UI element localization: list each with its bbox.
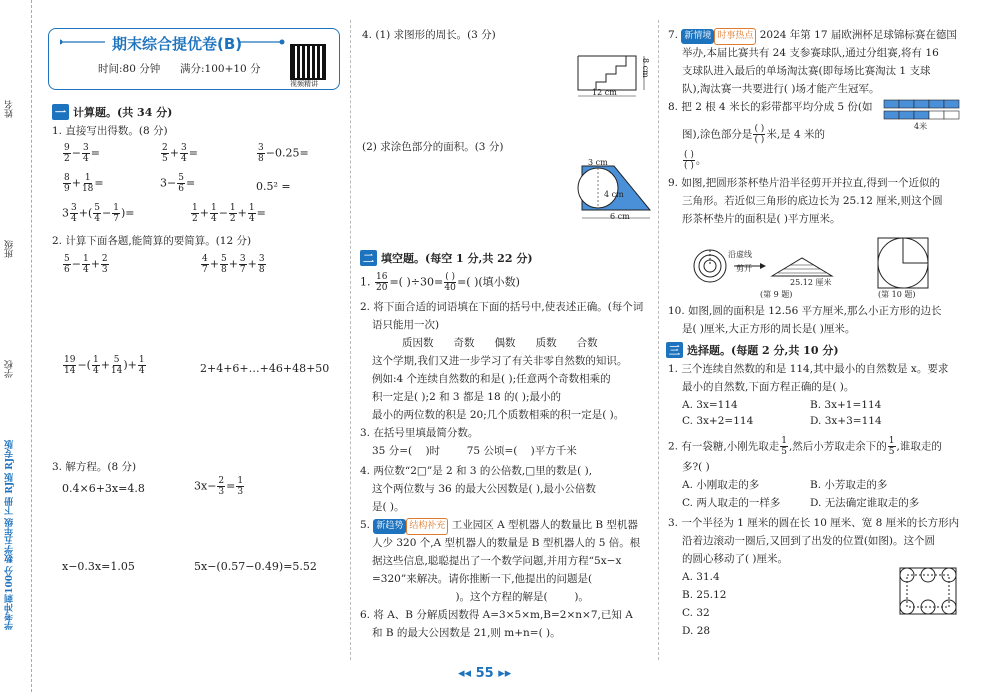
f3-line1: 3. 在括号里填最简分数。	[360, 427, 479, 439]
f5-line1: 5. 新趋势 结构补充 工业园区 A 型机器人的数量比 B 型机器	[360, 518, 638, 535]
q1e: 3− $\frac{5}{6}$ =	[160, 173, 196, 194]
coaster-label-a: 沿虚线	[728, 250, 752, 259]
f2-line1: 2. 将下面合适的词语填在下面的括号中,使表述正确。(每个词	[360, 301, 644, 313]
f2-line2: 语只能用一次)	[372, 319, 440, 331]
q1f: 0.5² =	[256, 180, 291, 193]
q2b: $\frac{4}{7}$ + $\frac{5}{8}$ + $\frac{3}{7}$ + $\frac{3}{8}$	[202, 254, 265, 275]
section-1-number: 一	[52, 104, 69, 120]
q2c: $\frac{19}{14}$ −( $\frac{1}{4}$ + $\frac{5}{14}$ )+ $\frac{1}{4}$	[64, 355, 145, 376]
c3-opt-c[interactable]: C. 32	[682, 607, 710, 619]
c3-opt-b[interactable]: B. 25.12	[682, 589, 727, 601]
f9-line3: 形茶杯垫片的面积是( )平方厘米。	[682, 213, 841, 225]
section-3-header	[666, 342, 839, 358]
page-number: 55	[475, 666, 494, 681]
c1-opt-b[interactable]: B. 3x+1=114	[810, 399, 882, 411]
f8-line1: 8. 把 2 根 4 米长的彩带都平均分成 5 份(如	[668, 101, 873, 113]
ribbon-segment	[944, 100, 959, 108]
f5-badge2: 结构补充	[406, 518, 448, 535]
c2-line1: 2. 有一袋糖,小刚先取走 $\frac{1}{5}$ ,然后小芳取走余下的 $\frac{1}{5}$ ,谁取走的	[668, 436, 942, 457]
c1-opt-c[interactable]: C. 3x+2=114	[682, 415, 754, 427]
q3d: 5x−(0.57−0.49)=5.52	[194, 560, 317, 573]
c1-opt-a[interactable]: A. 3x=114	[682, 399, 738, 411]
q3-label: 3. 解方程。(8 分)	[52, 461, 137, 473]
f5-line4: =320”来解决。请你推断一下,他提出的问题是(	[372, 573, 593, 585]
ribbon-segment	[914, 111, 929, 119]
q2a: $\frac{5}{6}$ − $\frac{1}{4}$ + $\frac{2}{3}$	[64, 254, 108, 275]
qr-label: 视频精讲	[290, 80, 318, 88]
f6-line2: 和 B 的最大公因数是 21,则 m+n=( )。	[372, 627, 561, 639]
q3a: 0.4×6+3x=4.8	[62, 482, 145, 495]
f5-line2: 人少 320 个,A 型机器人的数量是 B 型机器人的 5 倍。根	[372, 537, 641, 549]
dim-6cm: 6 cm	[610, 212, 630, 221]
c2-opt-d[interactable]: D. 无法确定谁取走的多	[810, 497, 920, 509]
q1a: $\frac{9}{2}$ − $\frac{3}{4}$ =	[64, 143, 100, 164]
f2-line6: 最小的两位数的积是 20;几个质数相乘的积一定是( )。	[372, 409, 625, 421]
ribbon-segment	[929, 111, 944, 119]
caption-9: (第 9 题)	[760, 290, 793, 299]
c2-opt-b[interactable]: B. 小芳取走的多	[810, 479, 888, 491]
dim-4cm: 4 cm	[604, 190, 624, 199]
f2-words: 质因数 奇数 偶数 质数 合数	[402, 337, 598, 349]
f8-line2: 图),涂色部分是 $\frac{( )}{( )}$ 米,是 4 米的	[682, 124, 826, 145]
section-1-title: 计算题。(共 34 分)	[73, 106, 173, 119]
coaster-label-b: 剪开	[736, 264, 752, 273]
q4-label-1: 4. (1) 求图形的周长。(3 分)	[362, 29, 496, 41]
c3-opt-a[interactable]: A. 31.4	[682, 571, 720, 583]
binding-strip	[0, 0, 34, 692]
section-3-number: 三	[666, 342, 683, 358]
dim-12cm: 12 cm	[592, 88, 617, 97]
f4-line2: 这个两位数与 36 的最大公因数是( ),最小公倍数	[372, 483, 596, 495]
f2-line3: 这个学期,我们又进一步学习了有关非零自然数的知识。	[372, 355, 628, 367]
page-number-bar	[458, 666, 511, 681]
f7-line4: 队),淘汰赛一共要进行( )场才能产生冠军。	[682, 83, 880, 95]
f5-line3: 据这些信息,聪聪提出了一个数学问题,并用方程“5x−x	[372, 555, 622, 567]
ribbon-segment	[914, 100, 929, 108]
f1: 1. $\frac{16}{20}$ =( )÷30= $\frac{( )}{40}$ =( )(填小数)	[360, 272, 520, 293]
section-2-title: 填空题。(每空 1 分,共 22 分)	[381, 252, 533, 265]
c3-line3: 的圆心移动了( )厘米。	[682, 553, 789, 565]
c1-line1: 1. 三个连续自然数的和是 114,其中最小的自然数是 x。要求	[668, 363, 949, 375]
section-3-title: 选择题。(每题 2 分,共 10 分)	[687, 344, 839, 357]
f4-line3: 是( )。	[372, 501, 405, 513]
f8-line3: $\frac{( )}{( )}$ 。	[684, 150, 707, 171]
f7-badge: 新情境	[681, 29, 714, 44]
prev-page-icon[interactable]: ◂◂	[458, 666, 472, 681]
q2-label: 2. 计算下面各题,能简算的要简算。(12 分)	[52, 235, 252, 247]
c3-line2: 沿着边滚动一圈后,又回到了出发的位置(如图)。这个圆	[682, 535, 936, 547]
q1d: $\frac{8}{9}$ + $\frac{1}{18}$ =	[64, 173, 104, 194]
q1g: 3 $\frac{3}{4}$ +( $\frac{5}{4}$ − $\frac{1}{7}$ )=	[62, 203, 135, 224]
c3-opt-d[interactable]: D. 28	[682, 625, 711, 637]
caption-10: (第 10 题)	[878, 290, 916, 299]
ribbon-segment	[884, 100, 899, 108]
c3-line1: 3. 一个半径为 1 厘米的圆在长 10 厘米、宽 8 厘米的长方形内	[668, 517, 960, 529]
coaster-label-c: 25.12 厘米	[790, 278, 832, 287]
f7-line3: 支球队进入最后的单场淘汰赛(即每场比赛淘汰 1 支球	[682, 65, 931, 77]
binding-mark-class: 班级	[5, 240, 15, 258]
q3b: 3x− $\frac{2}{3}$ = $\frac{1}{3}$	[194, 476, 244, 497]
exam-time: 时间:80 分钟	[98, 63, 161, 75]
square-circle-figure	[874, 236, 934, 292]
c2-opt-a[interactable]: A. 小刚取走的多	[682, 479, 760, 491]
f10-line1: 10. 如图,圆的面积是 12.56 平方厘米,那么小正方形的边长	[668, 305, 942, 317]
q1b: $\frac{2}{5}$ + $\frac{3}{4}$ =	[162, 143, 198, 164]
q1h: $\frac{1}{2}$ + $\frac{1}{4}$ − $\frac{1}{2}$ + $\frac{1}{4}$ =	[192, 203, 266, 224]
ribbon-segment	[899, 111, 914, 119]
f5-badge: 新趋势	[373, 519, 406, 534]
f6-line1: 6. 将 A、B 分解质因数得 A=3×5×m,B=2×n×7,已知 A	[360, 609, 633, 621]
page-title: 期末综合提优卷(B)	[112, 35, 243, 53]
rolling-circle-figure	[896, 564, 960, 618]
f7-badge2: 时事热点	[714, 28, 756, 45]
ribbon-segment	[929, 100, 944, 108]
column-divider-1	[350, 20, 351, 660]
c2-opt-c[interactable]: C. 两人取走的一样多	[682, 497, 781, 509]
q1-label: 1. 直接写出得数。(8 分)	[52, 125, 168, 137]
ribbon-figure	[882, 98, 962, 124]
binding-mark-school: 学校	[5, 360, 15, 378]
q3c: x−0.3x=1.05	[62, 560, 135, 573]
ribbon-segment	[884, 111, 899, 119]
f4-line1: 4. 两位数“2□”是 2 和 3 的公倍数,□里的数是( ),	[360, 465, 593, 477]
f10-line2: 是( )厘米,大正方形的周长是( )厘米。	[682, 323, 856, 335]
f9-line2: 三角形。若近似三角形的底边长为 25.12 厘米,则这个圆	[682, 195, 943, 207]
binding-dashed-line	[24, 0, 32, 692]
section-2-number: 二	[360, 250, 377, 266]
ribbon-label: 4米	[914, 122, 928, 131]
next-page-icon[interactable]: ▸▸	[498, 666, 512, 681]
dim-8cm: 8 cm	[641, 58, 650, 78]
ribbon-segment	[944, 111, 959, 119]
f9-line1: 9. 如图,把圆形茶杯垫片沿半径剪开并拉直,得到一个近似的	[668, 177, 941, 189]
column-divider-2	[658, 20, 659, 660]
binding-mark-name: 姓名	[5, 100, 15, 118]
c2-line2: 多?( )	[682, 461, 710, 473]
f2-line4: 例如:4 个连续自然数的和是( );任意两个奇数相乘的	[372, 373, 611, 385]
f2-line5: 积一定是( );2 和 3 都是 18 的( );最小的	[372, 391, 562, 403]
section-1-header	[52, 104, 172, 120]
f5-line5: )。这个方程的解是( )。	[372, 591, 589, 603]
ribbon-segment	[899, 100, 914, 108]
f7-line1: 7. 新情境 时事热点 2024 年第 17 届欧洲杯足球锦标赛在德国	[668, 28, 957, 45]
qr-code-icon[interactable]	[290, 44, 326, 80]
dim-3cm: 3 cm	[588, 158, 608, 167]
c1-opt-d[interactable]: D. 3x+3=114	[810, 415, 882, 427]
binding-series-text: 学考冲刺100分 数学五年级 下册 RJ版 RJ专版	[5, 440, 15, 630]
c1-line2: 最小的自然数,下面方程正确的是( )。	[682, 381, 855, 393]
q4-label-2: (2) 求涂色部分的面积。(3 分)	[362, 141, 504, 153]
section-2-header	[360, 250, 533, 266]
q2d: 2+4+6+…+46+48+50	[200, 362, 330, 375]
exam-score: 满分:100+10 分	[180, 63, 261, 75]
f3-line2: 35 分=( )时 75 公顷=( )平方千米	[372, 445, 577, 457]
f7-line2: 举办,本届比赛共有 24 支参赛球队,通过分组赛,将有 16	[682, 47, 939, 59]
q1c: $\frac{3}{8}$ −0.25=	[258, 143, 309, 164]
